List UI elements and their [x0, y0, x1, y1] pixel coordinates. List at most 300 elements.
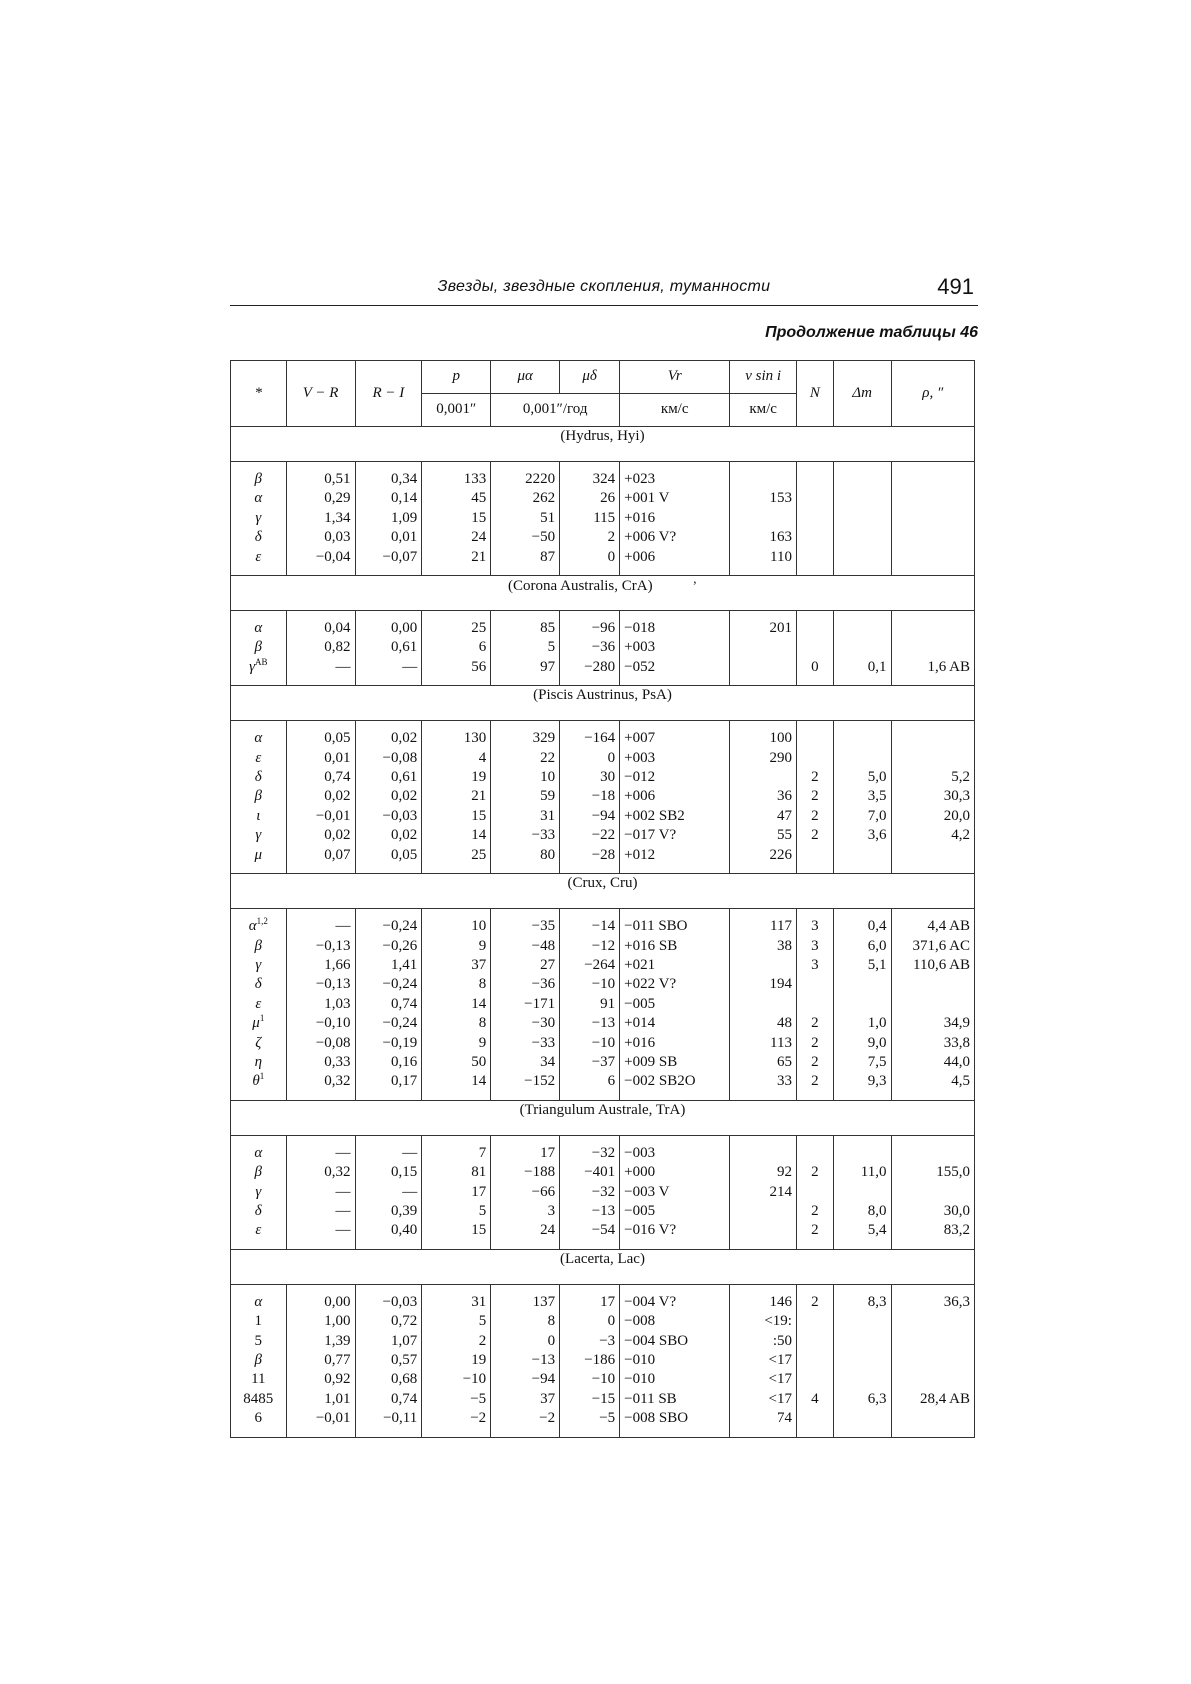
delta-m-cell: 5,0: [833, 768, 891, 787]
r-i-cell: 0,74: [355, 995, 422, 1014]
table-body: [231, 427, 975, 1438]
n-cell: 2: [796, 1202, 833, 1221]
radial-velocity-cell: −011 SB: [620, 1390, 730, 1409]
star-designation-cell: [231, 1053, 287, 1072]
r-i-cell: 0,34: [355, 470, 422, 489]
v-r-cell: 0,02: [286, 787, 355, 806]
mu-alpha-cell: 24: [491, 1221, 560, 1240]
radial-velocity-cell: +016 SB: [620, 937, 730, 956]
rho-cell: [891, 638, 975, 657]
table-row: [231, 1312, 975, 1331]
r-i-cell: 0,57: [355, 1351, 422, 1370]
rho-cell: 110,6 AB: [891, 956, 975, 975]
mu-alpha-cell: −48: [491, 937, 560, 956]
r-i-cell: 0,40: [355, 1221, 422, 1240]
vsini-cell: 153: [730, 489, 797, 508]
n-cell: [796, 975, 833, 994]
vsini-cell: <17: [730, 1390, 797, 1409]
table-row: [231, 1163, 975, 1182]
r-i-cell: 1,09: [355, 509, 422, 528]
radial-velocity-cell: +003: [620, 749, 730, 768]
col-header-mu-delta: μδ: [560, 361, 620, 394]
col-header-r-i: R − I: [355, 361, 422, 427]
rho-cell: [891, 1351, 975, 1370]
n-cell: 2: [796, 1072, 833, 1091]
vsini-cell: [730, 1202, 797, 1221]
radial-velocity-cell: +007: [620, 729, 730, 748]
r-i-cell: 0,61: [355, 638, 422, 657]
r-i-cell: 0,15: [355, 1163, 422, 1182]
star-designation: δ: [254, 976, 262, 993]
v-r-cell: 0,77: [286, 1351, 355, 1370]
col-header-parallax: p: [422, 361, 491, 394]
r-i-cell: −0,26: [355, 937, 422, 956]
page-number: 491: [937, 274, 974, 299]
star-designation-cell: [231, 1332, 287, 1351]
n-cell: 4: [796, 1390, 833, 1409]
r-i-cell: 0,68: [355, 1370, 422, 1389]
parallax-cell: 14: [422, 995, 491, 1014]
mu-alpha-cell: 137: [491, 1293, 560, 1312]
radial-velocity-cell: +016: [620, 1034, 730, 1053]
table-continuation-label: Продолжение таблицы 46: [765, 324, 978, 341]
table-row: [231, 1202, 975, 1221]
radial-velocity-cell: −010: [620, 1351, 730, 1370]
n-cell: [796, 1144, 833, 1163]
v-r-cell: 0,32: [286, 1072, 355, 1091]
delta-m-cell: 9,0: [833, 1034, 891, 1053]
parallax-cell: 5: [422, 1312, 491, 1331]
radial-velocity-cell: −003: [620, 1144, 730, 1163]
star-designation-cell: [231, 548, 287, 567]
constellation-name: (Hydrus, Hyi): [560, 428, 645, 444]
parallax-cell: 133: [422, 470, 491, 489]
mu-alpha-cell: −36: [491, 975, 560, 994]
mu-delta-cell: −12: [560, 937, 620, 956]
mu-delta-cell: 2: [560, 528, 620, 547]
star-designation: ε: [255, 1222, 262, 1239]
block-spacer: [231, 1284, 975, 1293]
mu-alpha-cell: 80: [491, 846, 560, 865]
radial-velocity-cell: +023: [620, 470, 730, 489]
mu-alpha-cell: 3: [491, 1202, 560, 1221]
star-designation-cell: [231, 1221, 287, 1240]
unit-radial-velocity: км/с: [620, 394, 730, 427]
delta-m-cell: [833, 528, 891, 547]
mu-delta-cell: 6: [560, 1072, 620, 1091]
radial-velocity-cell: −018: [620, 619, 730, 638]
table-row: [231, 1351, 975, 1370]
n-cell: 0: [796, 658, 833, 677]
mu-alpha-cell: 10: [491, 768, 560, 787]
radial-velocity-cell: −008 SBO: [620, 1409, 730, 1428]
table-row: [231, 937, 975, 956]
delta-m-cell: [833, 509, 891, 528]
parallax-cell: 21: [422, 787, 491, 806]
n-cell: 2: [796, 787, 833, 806]
table-row: [231, 1183, 975, 1202]
table-row: [231, 619, 975, 638]
vsini-cell: :50: [730, 1332, 797, 1351]
star-designation-cell: [231, 489, 287, 508]
star-designation-cell: [231, 826, 287, 845]
mu-delta-cell: −13: [560, 1014, 620, 1033]
star-designation: α: [254, 1293, 263, 1310]
vsini-cell: 113: [730, 1034, 797, 1053]
col-header-rho: ρ, ″: [891, 361, 975, 427]
v-r-cell: −0,13: [286, 937, 355, 956]
vsini-cell: <17: [730, 1370, 797, 1389]
rho-cell: 44,0: [891, 1053, 975, 1072]
delta-m-cell: [833, 638, 891, 657]
radial-velocity-cell: −016 V?: [620, 1221, 730, 1240]
rho-cell: [891, 509, 975, 528]
table-row: [231, 1390, 975, 1409]
rho-cell: [891, 975, 975, 994]
vsini-cell: 36: [730, 787, 797, 806]
v-r-cell: —: [286, 658, 355, 677]
star-designation: 1: [254, 1313, 263, 1330]
star-designation: γ: [249, 658, 255, 675]
delta-m-cell: [833, 1409, 891, 1428]
v-r-cell: −0,01: [286, 807, 355, 826]
radial-velocity-cell: −005: [620, 1202, 730, 1221]
star-designation: ε: [255, 995, 262, 1012]
n-cell: 2: [796, 1014, 833, 1033]
constellation-name: (Corona Australis, CrA): [508, 578, 653, 595]
vsini-cell: 92: [730, 1163, 797, 1182]
table-row: [231, 729, 975, 748]
v-r-cell: 0,92: [286, 1370, 355, 1389]
rho-cell: [891, 1183, 975, 1202]
mu-delta-cell: −164: [560, 729, 620, 748]
n-cell: [796, 489, 833, 508]
v-r-cell: 0,01: [286, 749, 355, 768]
n-cell: [796, 749, 833, 768]
header-row: [231, 361, 975, 394]
delta-m-cell: 5,4: [833, 1221, 891, 1240]
radial-velocity-cell: −052: [620, 658, 730, 677]
star-designation-cell: [231, 975, 287, 994]
mu-delta-cell: 17: [560, 1293, 620, 1312]
parallax-cell: 21: [422, 548, 491, 567]
mu-alpha-cell: −35: [491, 917, 560, 936]
table-row: [231, 638, 975, 657]
n-cell: [796, 1332, 833, 1351]
star-designation-cell: [231, 619, 287, 638]
star-designation: ε: [255, 548, 262, 565]
r-i-cell: −0,24: [355, 1014, 422, 1033]
vsini-cell: 194: [730, 975, 797, 994]
vsini-cell: 226: [730, 846, 797, 865]
mu-delta-cell: 0: [560, 749, 620, 768]
r-i-cell: 0,01: [355, 528, 422, 547]
mu-delta-cell: −36: [560, 638, 620, 657]
n-cell: 2: [796, 768, 833, 787]
radial-velocity-cell: −003 V: [620, 1183, 730, 1202]
parallax-cell: 25: [422, 846, 491, 865]
mu-delta-cell: −94: [560, 807, 620, 826]
n-cell: [796, 1409, 833, 1428]
rho-cell: 1,6 AB: [891, 658, 975, 677]
parallax-cell: 130: [422, 729, 491, 748]
delta-m-cell: 7,5: [833, 1053, 891, 1072]
table-row: [231, 658, 975, 677]
r-i-cell: −0,24: [355, 975, 422, 994]
header-rule: [230, 305, 978, 306]
mu-alpha-cell: −66: [491, 1183, 560, 1202]
star-designation: η: [254, 1053, 263, 1070]
star-designation-cell: [231, 1034, 287, 1053]
star-designation-cell: [231, 729, 287, 748]
n-cell: [796, 1312, 833, 1331]
table-row: [231, 826, 975, 845]
unit-vsini: км/с: [730, 394, 797, 427]
v-r-cell: −0,10: [286, 1014, 355, 1033]
rho-cell: [891, 1144, 975, 1163]
v-r-cell: 0,51: [286, 470, 355, 489]
r-i-cell: 0,39: [355, 1202, 422, 1221]
unit-parallax: 0,001″: [422, 394, 491, 427]
star-designation: 8485: [243, 1390, 274, 1407]
mu-delta-cell: −54: [560, 1221, 620, 1240]
rho-cell: [891, 846, 975, 865]
mu-alpha-cell: −94: [491, 1370, 560, 1389]
delta-m-cell: [833, 1332, 891, 1351]
n-cell: 2: [796, 807, 833, 826]
n-cell: [796, 638, 833, 657]
vsini-cell: [730, 1221, 797, 1240]
mu-delta-cell: −401: [560, 1163, 620, 1182]
star-designation-cell: [231, 768, 287, 787]
constellation-name-cell: [231, 874, 975, 909]
table-row: [231, 956, 975, 975]
star-designation: δ: [254, 1202, 262, 1219]
delta-m-cell: [833, 1351, 891, 1370]
mu-delta-cell: 91: [560, 995, 620, 1014]
delta-m-cell: [833, 489, 891, 508]
parallax-cell: 14: [422, 826, 491, 845]
radial-velocity-cell: +016: [620, 509, 730, 528]
unit-proper-motion: 0,001″/год: [491, 394, 620, 427]
n-cell: [796, 1183, 833, 1202]
rho-cell: 30,3: [891, 787, 975, 806]
radial-velocity-cell: −004 V?: [620, 1293, 730, 1312]
table-container: [230, 360, 975, 1438]
block-end: [231, 865, 975, 874]
star-designation: β: [254, 1352, 263, 1368]
rho-cell: [891, 619, 975, 638]
radial-velocity-cell: +003: [620, 638, 730, 657]
v-r-cell: 1,34: [286, 509, 355, 528]
n-cell: [796, 846, 833, 865]
mu-alpha-cell: 59: [491, 787, 560, 806]
vsini-cell: [730, 470, 797, 489]
n-cell: 2: [796, 1293, 833, 1312]
mu-delta-cell: 0: [560, 1312, 620, 1331]
r-i-cell: 0,02: [355, 729, 422, 748]
constellation-header: [231, 874, 975, 909]
parallax-cell: 19: [422, 1351, 491, 1370]
mu-alpha-cell: 2220: [491, 470, 560, 489]
star-designation-cell: [231, 658, 287, 677]
star-designation-cell: [231, 470, 287, 489]
r-i-cell: −0,03: [355, 807, 422, 826]
n-cell: 3: [796, 956, 833, 975]
constellation-name: (Crux, Cru): [567, 875, 638, 892]
star-component-superscript: 1: [259, 1072, 265, 1082]
star-designation-cell: [231, 1183, 287, 1202]
table-row: [231, 1409, 975, 1428]
r-i-cell: −0,08: [355, 749, 422, 768]
mu-alpha-cell: 34: [491, 1053, 560, 1072]
mu-delta-cell: −32: [560, 1144, 620, 1163]
v-r-cell: —: [286, 917, 355, 936]
constellation-name: (Lacerta, Lac): [560, 1250, 645, 1267]
col-header-vsini: v sin i: [730, 361, 797, 394]
vsini-cell: [730, 956, 797, 975]
rho-cell: [891, 1409, 975, 1428]
mu-alpha-cell: 51: [491, 509, 560, 528]
v-r-cell: 0,05: [286, 729, 355, 748]
star-designation: ε: [255, 749, 262, 766]
delta-m-cell: 1,0: [833, 1014, 891, 1033]
block-end: [231, 567, 975, 576]
parallax-cell: −10: [422, 1370, 491, 1389]
v-r-cell: 0,74: [286, 768, 355, 787]
radial-velocity-cell: +006: [620, 787, 730, 806]
mu-delta-cell: 26: [560, 489, 620, 508]
rho-cell: [891, 528, 975, 547]
radial-velocity-cell: −008: [620, 1312, 730, 1331]
mu-alpha-cell: −30: [491, 1014, 560, 1033]
r-i-cell: 0,05: [355, 846, 422, 865]
mu-delta-cell: 30: [560, 768, 620, 787]
r-i-cell: 0,02: [355, 787, 422, 806]
parallax-cell: 31: [422, 1293, 491, 1312]
vsini-cell: 163: [730, 528, 797, 547]
star-designation-cell: [231, 1202, 287, 1221]
v-r-cell: −0,01: [286, 1409, 355, 1428]
mu-alpha-cell: −33: [491, 826, 560, 845]
mu-alpha-cell: 8: [491, 1312, 560, 1331]
delta-m-cell: 0,4: [833, 917, 891, 936]
r-i-cell: 0,16: [355, 1053, 422, 1072]
star-designation-cell: [231, 937, 287, 956]
mu-delta-cell: −280: [560, 658, 620, 677]
star-designation: μ: [252, 1015, 260, 1032]
star-designation: θ: [252, 1073, 260, 1090]
mu-delta-cell: −186: [560, 1351, 620, 1370]
star-designation: β: [254, 788, 263, 805]
block-spacer: [231, 1135, 975, 1144]
parallax-cell: −2: [422, 1409, 491, 1428]
v-r-cell: −0,04: [286, 548, 355, 567]
rho-cell: 371,6 AC: [891, 937, 975, 956]
r-i-cell: −0,03: [355, 1293, 422, 1312]
constellation-header: [231, 576, 975, 611]
radial-velocity-cell: +002 SB2: [620, 807, 730, 826]
table-row: [231, 470, 975, 489]
parallax-cell: 19: [422, 768, 491, 787]
star-designation-cell: [231, 1072, 287, 1091]
parallax-cell: 25: [422, 619, 491, 638]
mu-delta-cell: −18: [560, 787, 620, 806]
table-row: [231, 749, 975, 768]
star-designation-cell: [231, 807, 287, 826]
star-designation-cell: [231, 1409, 287, 1428]
radial-velocity-cell: +012: [620, 846, 730, 865]
constellation-name: (Piscis Austrinus, PsA): [533, 687, 672, 704]
v-r-cell: 0,33: [286, 1053, 355, 1072]
parallax-cell: 8: [422, 1014, 491, 1033]
parallax-cell: 2: [422, 1332, 491, 1351]
rho-cell: 33,8: [891, 1034, 975, 1053]
mu-delta-cell: −14: [560, 917, 620, 936]
v-r-cell: 1,00: [286, 1312, 355, 1331]
mu-alpha-cell: 22: [491, 749, 560, 768]
radial-velocity-cell: +009 SB: [620, 1053, 730, 1072]
parallax-cell: 17: [422, 1183, 491, 1202]
constellation-header: [231, 1249, 975, 1284]
mu-delta-cell: −22: [560, 826, 620, 845]
r-i-cell: 1,41: [355, 956, 422, 975]
delta-m-cell: 7,0: [833, 807, 891, 826]
radial-velocity-cell: −004 SBO: [620, 1332, 730, 1351]
mu-alpha-cell: 97: [491, 658, 560, 677]
star-designation: β: [254, 471, 263, 487]
constellation-header: [231, 686, 975, 721]
star-component-superscript: 1,2: [256, 917, 268, 927]
mu-delta-cell: −13: [560, 1202, 620, 1221]
radial-velocity-cell: +006 V?: [620, 528, 730, 547]
parallax-cell: 5: [422, 1202, 491, 1221]
star-designation-cell: [231, 1014, 287, 1033]
n-cell: [796, 470, 833, 489]
radial-velocity-cell: −005: [620, 995, 730, 1014]
mu-delta-cell: −15: [560, 1390, 620, 1409]
mu-alpha-cell: −33: [491, 1034, 560, 1053]
star-component-superscript: AB: [255, 657, 268, 667]
star-designation-cell: [231, 995, 287, 1014]
table-row: [231, 1293, 975, 1312]
radial-velocity-cell: +014: [620, 1014, 730, 1033]
table-row: [231, 1370, 975, 1389]
v-r-cell: 0,07: [286, 846, 355, 865]
mu-delta-cell: −32: [560, 1183, 620, 1202]
vsini-cell: <17: [730, 1351, 797, 1370]
constellation-header: [231, 1100, 975, 1135]
mu-delta-cell: 115: [560, 509, 620, 528]
rho-cell: [891, 489, 975, 508]
mu-delta-cell: 324: [560, 470, 620, 489]
table-row: [231, 509, 975, 528]
delta-m-cell: 8,0: [833, 1202, 891, 1221]
n-cell: [796, 729, 833, 748]
star-designation: γ: [255, 1183, 262, 1200]
table-row: [231, 528, 975, 547]
star-designation: γ: [255, 827, 262, 844]
mu-alpha-cell: 0: [491, 1332, 560, 1351]
r-i-cell: 0,14: [355, 489, 422, 508]
n-cell: 2: [796, 1163, 833, 1182]
rho-cell: 4,4 AB: [891, 917, 975, 936]
vsini-cell: [730, 995, 797, 1014]
rho-cell: 4,2: [891, 826, 975, 845]
vsini-cell: [730, 658, 797, 677]
n-cell: 2: [796, 826, 833, 845]
r-i-cell: —: [355, 658, 422, 677]
